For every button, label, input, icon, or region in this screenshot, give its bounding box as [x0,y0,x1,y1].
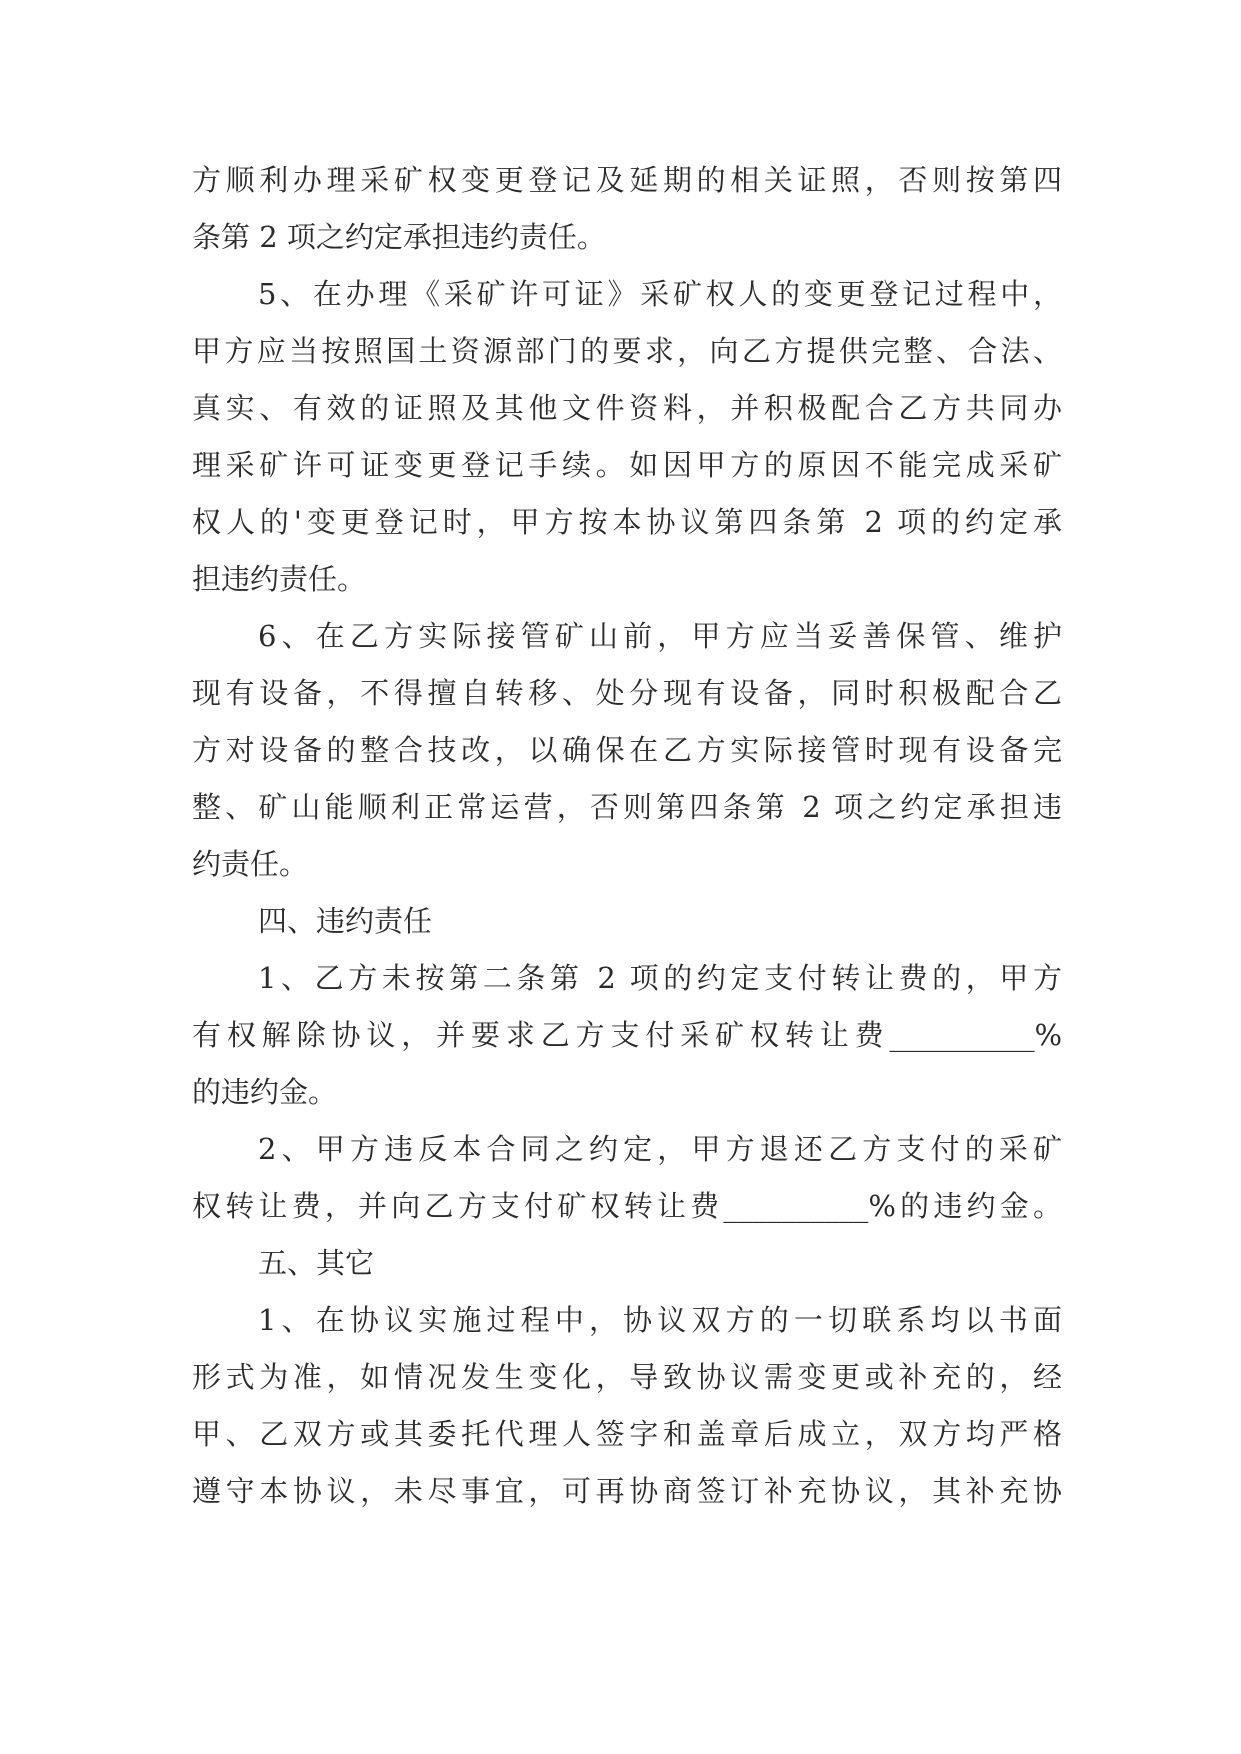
text-line: 形式为准，如情况发生变化，导致协议需变更或补充的，经 [192,1360,1062,1394]
text-line: 权转让费，并向乙方支付矿权转让费__________%的违约金。 [192,1189,1062,1223]
text-line: 遵守本协议，未尽事宜，可再协商签订补充协议，其补充协 [192,1474,1062,1508]
text-line: 真实、有效的证照及其他文件资料，并积极配合乙方共同办 [192,391,1062,425]
text-line: 担违约责任。 [192,562,367,596]
text-line: 条第 2 项之约定承担违约责任。 [192,220,606,254]
text-line: 方对设备的整合技改，以确保在乙方实际接管时现有设备完 [192,733,1062,767]
paragraph-5-start: 5、在办理《采矿许可证》采矿权人的变更登记过程中， [258,277,1062,311]
text-line: 现有设备，不得擅自转移、处分现有设备，同时积极配合乙 [192,676,1062,710]
paragraph-6-start: 6、在乙方实际接管矿山前，甲方应当妥善保管、维护 [258,619,1062,653]
section-heading-other: 五、其它 [258,1246,375,1280]
section-heading-breach: 四、违约责任 [258,904,433,938]
text-line: 方顺利办理采矿权变更登记及延期的相关证照，否则按第四 [192,163,1062,197]
text-line: 约责任。 [192,847,309,881]
text-line: 权人的'变更登记时，甲方按本协议第四条第 2 项的约定承 [192,505,1062,539]
text-line: 整、矿山能顺利正常运营，否则第四条第 2 项之约定承担违 [192,790,1062,824]
text-line: 的违约金。 [192,1075,338,1109]
text-line: 理采矿许可证变更登记手续。如因甲方的原因不能完成采矿 [192,448,1062,482]
text-line: 有权解除协议，并要求乙方支付采矿权转让费__________% [192,1018,1062,1052]
other-clause-1-start: 1、在协议实施过程中，协议双方的一切联系均以书面 [258,1303,1062,1337]
breach-clause-1-start: 1、乙方未按第二条第 2 项的约定支付转让费的，甲方 [258,961,1062,995]
text-line: 甲方应当按照国土资源部门的要求，向乙方提供完整、合法、 [192,334,1062,368]
breach-clause-2-start: 2、甲方违反本合同之约定，甲方退还乙方支付的采矿 [258,1132,1062,1166]
text-line: 甲、乙双方或其委托代理人签字和盖章后成立，双方均严格 [192,1417,1062,1451]
